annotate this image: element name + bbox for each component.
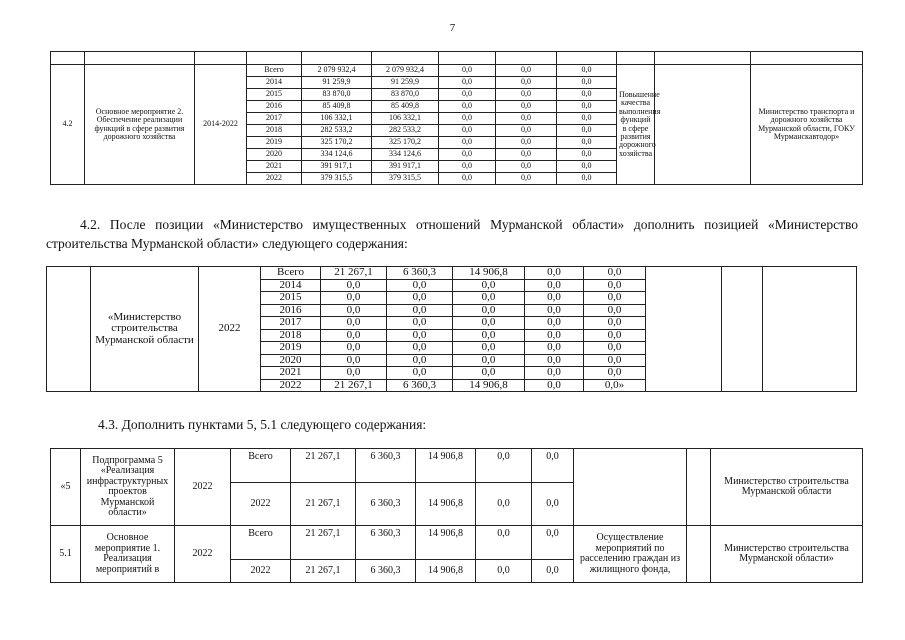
value-cell: 0,0 [439,137,496,149]
value-cell: 0,0 [584,267,646,280]
value-cell: 0,0 [387,279,453,292]
empty-cell [687,526,711,583]
value-cell: 0,0 [453,329,525,342]
value-cell: 0,0 [496,137,557,149]
value-cell: 0,0 [584,354,646,367]
value-cell: 0,0 [387,367,453,380]
value-cell: 14 906,8 [416,449,476,483]
value-cell: 0,0 [525,329,584,342]
indicator-cell [574,449,687,526]
table-row [51,449,863,483]
value-cell: 0,0 [584,329,646,342]
value-cell: 21 267,1 [321,267,387,280]
value-cell: 21 267,1 [291,483,356,526]
year-cell: 2018 [247,125,302,137]
item-name: Основное мероприятие 1. Реализация мероприятий в [81,526,175,583]
executor-cell [763,267,857,392]
year-cell: 2016 [261,304,321,317]
value-cell: 0,0 [321,354,387,367]
item-number: 4.2 [51,65,85,185]
year-cell: 2019 [261,342,321,355]
year-cell: 2020 [261,354,321,367]
value-cell: 0,0 [525,367,584,380]
indicator-cell: Повышение качества выполнения функций в сфере развития дорожного хозяйства [617,65,655,185]
value-cell: 0,0 [496,65,557,77]
value-cell: 0,0 [557,113,617,125]
year-cell: 2018 [261,329,321,342]
value-cell: 0,0 [439,173,496,185]
item-name: Основное мероприятие 2. Обеспечение реализации функций в сфере развития дорожного хозяйства [85,65,195,185]
value-cell: 0,0 [321,367,387,380]
value-cell: 0,0 [532,483,574,526]
year-cell: Всего [247,65,302,77]
value-cell: 325 170,2 [372,137,439,149]
value-cell: 379 315,5 [372,173,439,185]
value-cell: 0,0» [584,379,646,392]
value-cell: 0,0 [439,149,496,161]
year-cell: 2022 [231,560,291,583]
empty-cell [722,267,763,392]
value-cell: 0,0 [439,125,496,137]
value-cell: 0,0 [525,317,584,330]
value-cell: 85 409,8 [372,101,439,113]
value-cell: 21 267,1 [291,449,356,483]
year-cell: Всего [231,526,291,560]
value-cell: 0,0 [321,317,387,330]
value-cell: 0,0 [387,317,453,330]
value-cell: 21 267,1 [291,560,356,583]
value-cell: 0,0 [496,101,557,113]
value-cell: 0,0 [525,342,584,355]
value-cell: 0,0 [557,161,617,173]
value-cell: 0,0 [387,329,453,342]
value-cell: 0,0 [321,279,387,292]
value-cell: 0,0 [439,101,496,113]
value-cell: 0,0 [476,560,532,583]
item-number: «5 [51,449,81,526]
value-cell: 0,0 [532,526,574,560]
value-cell: 0,0 [321,292,387,305]
year-cell: 2022 [231,483,291,526]
value-cell: 0,0 [532,449,574,483]
value-cell: 0,0 [557,65,617,77]
year-cell: 2014 [247,77,302,89]
paragraph-4-2: 4.2. После позиции «Министерство имущественных отношений Мурманской области» дополнить позицией «Министерство строительства Мурманской области» следующего содержания: [46,217,858,251]
value-cell: 106 332,1 [372,113,439,125]
year-cell: 2022 [247,173,302,185]
value-cell: 14 906,8 [453,267,525,280]
year-cell: 2019 [247,137,302,149]
value-cell: 0,0 [476,526,532,560]
value-cell: 0,0 [525,354,584,367]
value-cell: 21 267,1 [291,526,356,560]
value-cell: 0,0 [584,342,646,355]
value-cell: 83 870,0 [372,89,439,101]
value-cell: 0,0 [584,304,646,317]
table-ministry-construction [46,266,857,392]
value-cell: 0,0 [525,304,584,317]
value-cell: 282 533,2 [372,125,439,137]
value-cell: 2 079 932,4 [372,65,439,77]
table-row [51,65,863,77]
table-subprogram-5 [50,448,863,583]
value-cell: 0,0 [387,304,453,317]
value-cell: 0,0 [532,560,574,583]
value-cell: 0,0 [557,89,617,101]
value-cell: 0,0 [387,342,453,355]
item-number [47,267,91,392]
year-cell: 2021 [261,367,321,380]
value-cell: 91 259,9 [302,77,372,89]
value-cell: 0,0 [476,449,532,483]
value-cell: 0,0 [453,292,525,305]
value-cell: 0,0 [557,173,617,185]
value-cell: 0,0 [525,267,584,280]
value-cell: 0,0 [321,342,387,355]
year-cell: Всего [231,449,291,483]
value-cell: 379 315,5 [302,173,372,185]
empty-cell [687,449,711,526]
value-cell: 0,0 [557,77,617,89]
value-cell: 6 360,3 [387,379,453,392]
value-cell: 91 259,9 [372,77,439,89]
value-cell: 0,0 [387,354,453,367]
item-period: 2022 [199,267,261,392]
year-cell: 2015 [247,89,302,101]
year-cell: Всего [261,267,321,280]
value-cell: 0,0 [453,304,525,317]
value-cell: 0,0 [453,279,525,292]
indicator-cell [646,267,722,392]
value-cell: 0,0 [387,292,453,305]
value-cell: 14 906,8 [453,379,525,392]
item-period: 2022 [175,526,231,583]
value-cell: 282 533,2 [302,125,372,137]
empty-cell [655,65,751,185]
value-cell: 391 917,1 [302,161,372,173]
value-cell: 0,0 [439,77,496,89]
executor-cell: Министерство транспорта и дорожного хозяйства Мурманской области, ГОКУ Мурманскавтодор» [751,65,863,185]
value-cell: 21 267,1 [321,379,387,392]
value-cell: 325 170,2 [302,137,372,149]
value-cell: 0,0 [439,89,496,101]
value-cell: 0,0 [453,317,525,330]
value-cell: 0,0 [525,292,584,305]
year-cell: 2015 [261,292,321,305]
value-cell: 0,0 [439,65,496,77]
value-cell: 0,0 [321,304,387,317]
value-cell: 85 409,8 [302,101,372,113]
value-cell: 0,0 [496,161,557,173]
value-cell: 0,0 [557,101,617,113]
value-cell: 0,0 [496,125,557,137]
value-cell: 14 906,8 [416,526,476,560]
value-cell: 0,0 [439,113,496,125]
executor-cell: Министерство строительства Мурманской области» [711,526,863,583]
value-cell: 0,0 [557,125,617,137]
value-cell: 106 332,1 [302,113,372,125]
year-cell: 2020 [247,149,302,161]
value-cell: 0,0 [557,149,617,161]
year-cell: 2017 [247,113,302,125]
value-cell: 391 917,1 [372,161,439,173]
value-cell: 0,0 [525,379,584,392]
value-cell: 0,0 [476,483,532,526]
year-cell: 2021 [247,161,302,173]
value-cell: 6 360,3 [356,526,416,560]
value-cell: 0,0 [584,279,646,292]
value-cell: 6 360,3 [387,267,453,280]
value-cell: 0,0 [584,367,646,380]
table-row [51,526,863,560]
table-row [47,267,857,280]
value-cell: 0,0 [321,329,387,342]
value-cell: 2 079 932,4 [302,65,372,77]
value-cell: 0,0 [453,342,525,355]
item-number: 5.1 [51,526,81,583]
paragraph-4-3: 4.3. Дополнить пунктами 5, 5.1 следующего содержания: [98,417,427,432]
executor-cell: Министерство строительства Мурманской области [711,449,863,526]
value-cell: 14 906,8 [416,560,476,583]
value-cell: 334 124,6 [372,149,439,161]
value-cell: 0,0 [557,137,617,149]
value-cell: 0,0 [584,317,646,330]
value-cell: 83 870,0 [302,89,372,101]
item-name: «Министерство строительства Мурманской области [91,267,199,392]
value-cell: 0,0 [525,279,584,292]
value-cell: 0,0 [453,354,525,367]
table-row [51,52,863,65]
value-cell: 0,0 [453,367,525,380]
value-cell: 0,0 [584,292,646,305]
value-cell: 0,0 [496,173,557,185]
item-period: 2022 [175,449,231,526]
value-cell: 6 360,3 [356,560,416,583]
item-name: Подпрограмма 5 «Реализация инфраструктурных проектов Мурманской области» [81,449,175,526]
value-cell: 0,0 [439,161,496,173]
value-cell: 14 906,8 [416,483,476,526]
year-cell: 2014 [261,279,321,292]
table-measure-4-2 [50,51,863,185]
year-cell: 2017 [261,317,321,330]
value-cell: 6 360,3 [356,449,416,483]
year-cell: 2016 [247,101,302,113]
value-cell: 0,0 [496,89,557,101]
year-cell: 2022 [261,379,321,392]
value-cell: 0,0 [496,149,557,161]
value-cell: 334 124,6 [302,149,372,161]
page-number: 7 [449,22,456,34]
indicator-cell: Осуществление мероприятий по расселению граждан из жилищного фонда, [574,526,687,583]
value-cell: 0,0 [496,77,557,89]
value-cell: 6 360,3 [356,483,416,526]
item-period: 2014-2022 [195,65,247,185]
value-cell: 0,0 [496,113,557,125]
